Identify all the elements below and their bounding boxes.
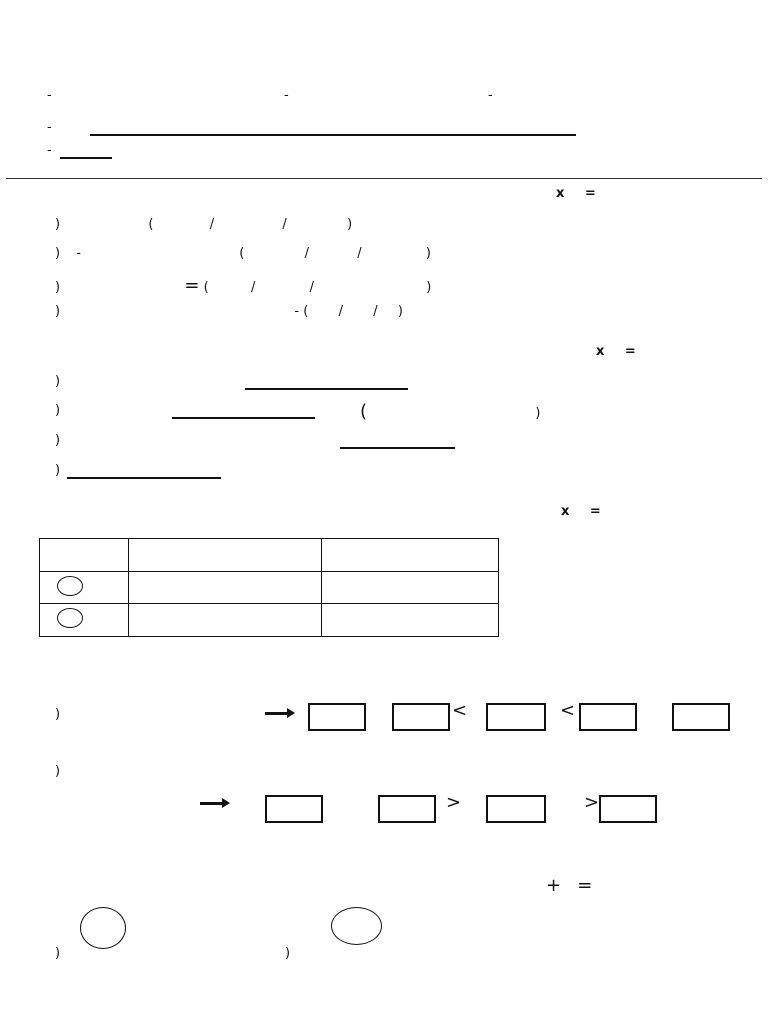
header-divider [6, 178, 762, 179]
q4-part-a-box-3[interactable] [486, 703, 546, 731]
q5-marks-eq: = [577, 875, 593, 896]
q2-item-4-num: ) [55, 463, 61, 478]
q2-marks-x: x [596, 344, 605, 359]
roll-blank[interactable] [60, 157, 112, 159]
q2-item-2 [47, 403, 172, 418]
q1-item-3 [47, 275, 431, 296]
info-left [47, 88, 52, 103]
q2-item-4-blank[interactable] [67, 477, 221, 479]
q1-item-2-num: ) [55, 246, 61, 261]
q2-item-1 [47, 374, 250, 389]
q4-part-b-gt-1 [446, 792, 461, 813]
q1-item-4-sep2: / [373, 304, 378, 319]
q2-item-3 [47, 433, 334, 448]
q2-item-1-blank[interactable] [245, 388, 408, 390]
roll-label [47, 143, 52, 158]
info-left-sep: - [47, 88, 52, 103]
q1-item-4-num: ) [55, 304, 61, 319]
q4-part-b-gt-1-text: > [446, 792, 462, 813]
q2-item-2-paren-close: ) [535, 406, 541, 421]
q3-row-2-cell-2[interactable] [129, 604, 322, 637]
q4-part-b-box-3[interactable] [486, 795, 546, 823]
q1-marks-x: x [556, 186, 565, 201]
q3-header-2 [129, 539, 322, 572]
q4-part-a [47, 707, 181, 722]
q2-item-1-num: ) [55, 374, 61, 389]
q3-row-1-label [40, 572, 129, 604]
q4-part-b-gt-2-text: > [584, 792, 600, 813]
q2-item-4 [47, 463, 60, 478]
q2-item-2-paren-open: ( [360, 401, 368, 422]
q3-table-header-row [40, 539, 499, 572]
q1-item-2-dash: - [76, 246, 81, 261]
q1-item-3-eq: = [184, 275, 200, 296]
q4-part-b-arrow-icon [200, 802, 224, 805]
q1-item-1-sep2: / [282, 217, 287, 232]
q5-item-a [47, 946, 60, 961]
info-right [488, 88, 493, 103]
q3-marks-eq: = [589, 504, 601, 519]
q1-item-1-sep1: / [209, 217, 215, 232]
q4-part-b-gt-2 [584, 792, 599, 813]
q5-item-b [277, 946, 290, 961]
q5-marks-plus: + [546, 875, 562, 896]
q4-part-a-box-2[interactable] [392, 703, 450, 731]
q3-row-2-circle [57, 608, 83, 628]
q1-item-1-paren-open: ( [148, 217, 154, 232]
q4-part-a-num: ) [55, 707, 61, 722]
q2-marks-eq: = [624, 344, 636, 359]
table-row [40, 604, 499, 637]
q4-part-b-box-1[interactable] [265, 795, 323, 823]
q5-item-a-circle[interactable] [80, 907, 126, 949]
q1-item-2-sep1: / [304, 246, 309, 261]
q1-item-3-num: ) [55, 280, 61, 295]
q1-item-1-paren-close: ) [347, 217, 353, 232]
q1-marks-eq: = [584, 186, 596, 201]
name-sep: - [47, 120, 52, 135]
q3-row-2-label [40, 604, 129, 637]
q3-row-1-cell-2[interactable] [129, 572, 322, 604]
q3-row-1-cell-3[interactable] [322, 572, 499, 604]
q4-part-a-lt-2-text: < [560, 700, 576, 721]
q4-part-b-numbers [47, 802, 139, 817]
q2-marks [584, 344, 636, 359]
q1-item-4 [47, 304, 403, 319]
q1-item-3-sep2: / [309, 280, 315, 295]
q1-item-3-sep1: / [250, 280, 256, 295]
q3-header-1 [40, 539, 129, 572]
q5-item-b-num: ) [285, 946, 291, 961]
info-mid [284, 88, 289, 103]
name-label [47, 120, 52, 135]
q5-item-a-num: ) [55, 946, 61, 961]
q2-item-2-num: ) [55, 403, 61, 418]
q3-header-3 [322, 539, 499, 572]
q2-item-2-paren [360, 401, 540, 422]
q4-part-a-box-1[interactable] [308, 703, 366, 731]
q4-part-b-box-4[interactable] [599, 795, 657, 823]
q3-marks [549, 504, 601, 519]
q4-part-b-heading [47, 764, 60, 779]
q4-part-a-arrow-icon [265, 712, 289, 715]
q2-item-3-blank[interactable] [340, 447, 455, 449]
q1-item-1-num: ) [55, 217, 61, 232]
q3-row-2-cell-3[interactable] [322, 604, 499, 637]
q2-item-2-blank[interactable] [172, 417, 315, 419]
q1-item-2 [47, 246, 431, 261]
q4-part-b-box-2[interactable] [378, 795, 436, 823]
q1-marks [544, 186, 596, 201]
q5-item-b-circle[interactable] [331, 907, 382, 945]
q1-item-1 [47, 217, 352, 232]
q4-part-b-num: ) [55, 764, 61, 779]
q1-item-2-paren-close: ) [425, 246, 431, 261]
q1-item-3-paren-open: ( [203, 280, 209, 295]
q4-part-a-lt-1 [452, 700, 467, 721]
q4-part-a-lt-2 [560, 700, 575, 721]
info-mid-sep: - [284, 88, 289, 103]
q4-part-a-box-5[interactable] [672, 703, 730, 731]
name-blank[interactable] [90, 134, 576, 136]
info-right-sep: - [488, 88, 493, 103]
q3-marks-x: x [561, 504, 570, 519]
q1-item-2-sep2: / [357, 246, 362, 261]
q1-item-4-paren-open: ( [303, 304, 309, 319]
q1-item-4-sep1: / [338, 304, 343, 319]
q1-item-4-paren-close: ) [397, 304, 403, 319]
q4-part-a-lt-1-text: < [452, 700, 468, 721]
q4-part-a-box-4[interactable] [579, 703, 637, 731]
q3-row-1-circle [57, 576, 83, 596]
q1-item-4-dash: - [294, 304, 300, 319]
q5-marks [534, 875, 592, 896]
q1-item-2-paren-open: ( [239, 246, 245, 261]
roll-sep: - [47, 143, 52, 158]
q2-item-3-num: ) [55, 433, 61, 448]
q1-item-3-paren-close: ) [426, 280, 432, 295]
q3-table [39, 538, 499, 637]
table-row [40, 572, 499, 604]
